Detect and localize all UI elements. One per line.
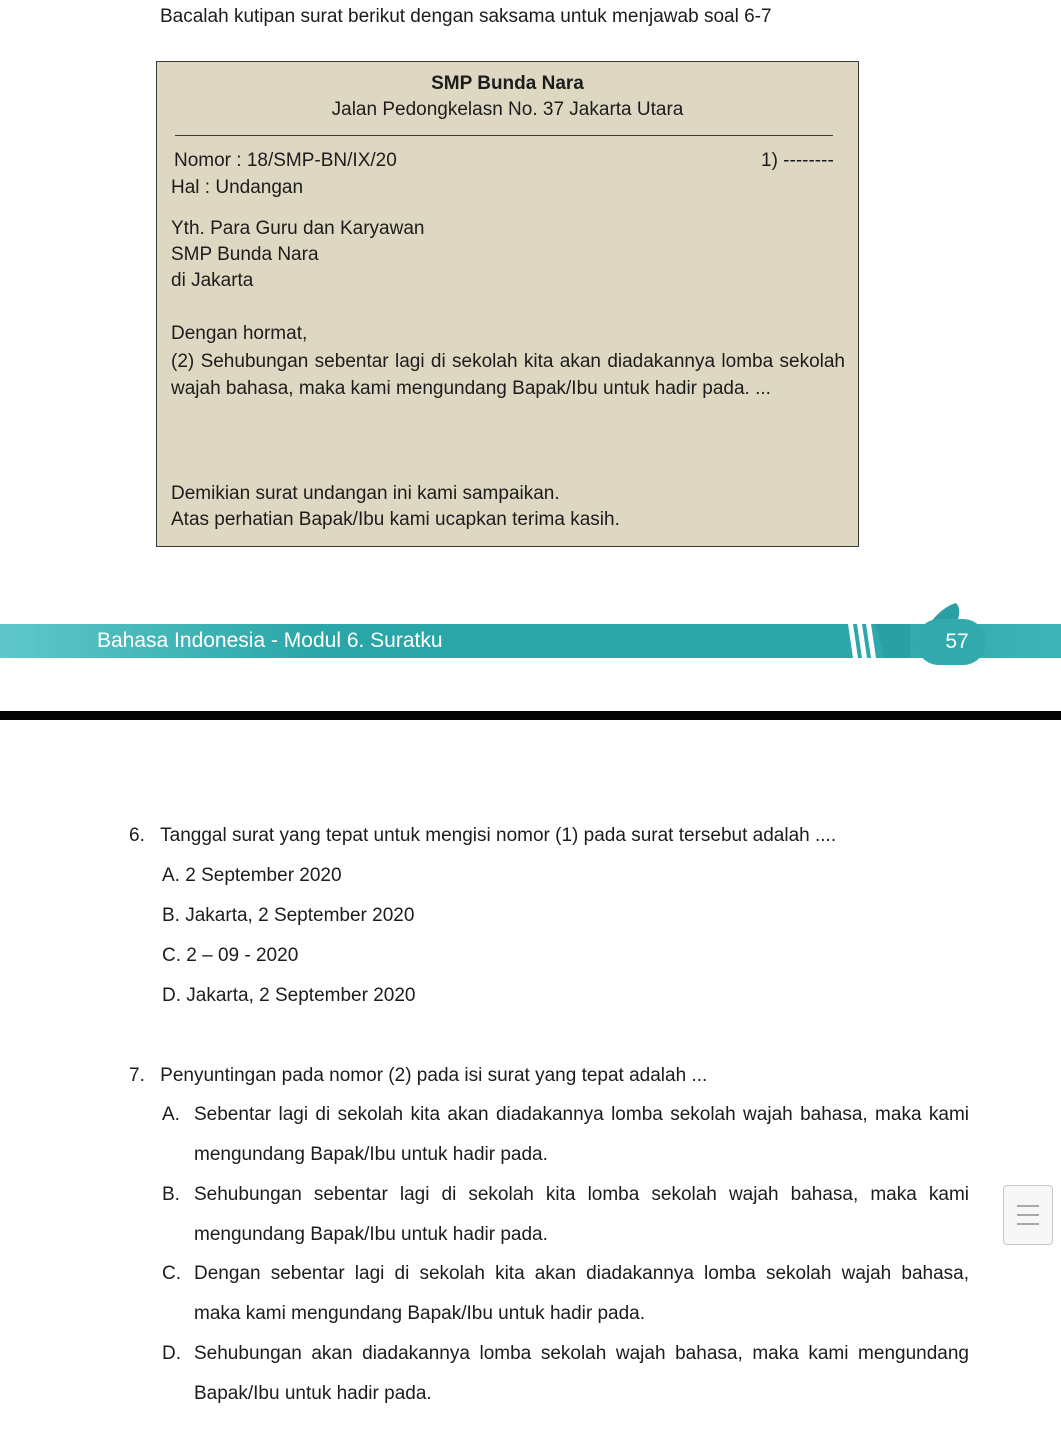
question-6-option-c[interactable]: C. 2 – 09 - 2020 <box>162 945 299 966</box>
letter-recipient-1: Yth. Para Guru dan Karyawan <box>171 218 425 239</box>
option-letter: A. <box>162 1104 180 1125</box>
letter-body: (2) Sehubungan sebentar lagi di sekolah kita akan diadakannya lomba sekolah wajah bahasa, maka kami mengundang Bapak/Ibu untuk hadir pada. ... <box>171 351 845 399</box>
option-line-1: Sebentar lagi di sekolah kita akan diadakannya lomba sekolah wajah bahasa, maka kami <box>194 1104 969 1125</box>
question-7 <box>129 1065 707 1087</box>
letter-recipient-3: di Jakarta <box>171 270 254 291</box>
question-7-number: 7. <box>129 1065 145 1086</box>
letter-school-name: SMP Bunda Nara <box>431 73 584 94</box>
question-6 <box>129 825 836 847</box>
option-line-2: maka kami mengundang Bapak/Ibu untuk hadir pada. <box>194 1303 646 1324</box>
page-number: 57 <box>945 630 969 653</box>
question-7-text: Penyuntingan pada nomor (2) pada isi surat yang tepat adalah ... <box>160 1065 708 1086</box>
letter-address: Jalan Pedongkelasn No. 37 Jakarta Utara <box>331 99 684 120</box>
footer-stripes-decoration <box>840 624 910 658</box>
option-line-2: mengundang Bapak/Ibu untuk hadir pada. <box>194 1144 548 1165</box>
question-6-text: Tanggal surat yang tepat untuk mengisi nomor (1) pada surat tersebut adalah .... <box>160 825 837 846</box>
option-letter: D. <box>162 1343 181 1364</box>
question-6-option-a[interactable]: A. 2 September 2020 <box>162 865 342 886</box>
option-line-2: Bapak/Ibu untuk hadir pada. <box>194 1383 432 1404</box>
letter-recipient-2: SMP Bunda Nara <box>171 244 319 265</box>
option-line-1: Sehubungan akan diadakannya lomba sekolah wajah bahasa, maka kami mengundang <box>194 1343 969 1364</box>
footer-module-title: Bahasa Indonesia - Modul 6. Suratku <box>97 629 443 652</box>
option-line-1: Sehubungan sebentar lagi di sekolah kita lomba sekolah wajah bahasa, maka kami <box>194 1184 969 1205</box>
question-6-option-d[interactable]: D. Jakarta, 2 September 2020 <box>162 985 416 1006</box>
instruction-text: Bacalah kutipan surat berikut dengan saksama untuk menjawab soal 6-7 <box>160 6 772 27</box>
menu-button[interactable] <box>1003 1185 1053 1245</box>
letterhead-divider <box>175 135 833 136</box>
page-separator-bar <box>0 711 1061 720</box>
letter-hal: Hal : Undangan <box>171 177 304 198</box>
letter-closing-2: Atas perhatian Bapak/Ibu kami ucapkan terima kasih. <box>171 509 620 530</box>
option-line-1: Dengan sebentar lagi di sekolah kita akan diadakannya lomba sekolah wajah bahasa, <box>194 1263 969 1284</box>
letter-date-blank: 1) -------- <box>761 150 834 171</box>
letter-closing-1: Demikian surat undangan ini kami sampaikan. <box>171 483 560 504</box>
question-6-number: 6. <box>129 825 145 846</box>
letter-greeting: Dengan hormat, <box>171 323 308 344</box>
option-letter: B. <box>162 1184 180 1205</box>
letter-box <box>156 61 859 547</box>
option-letter: C. <box>162 1263 181 1284</box>
option-line-2: mengundang Bapak/Ibu untuk hadir pada. <box>194 1224 548 1245</box>
letter-nomor: Nomor : 18/SMP-BN/IX/20 <box>174 150 397 171</box>
question-6-option-b[interactable]: B. Jakarta, 2 September 2020 <box>162 905 415 926</box>
